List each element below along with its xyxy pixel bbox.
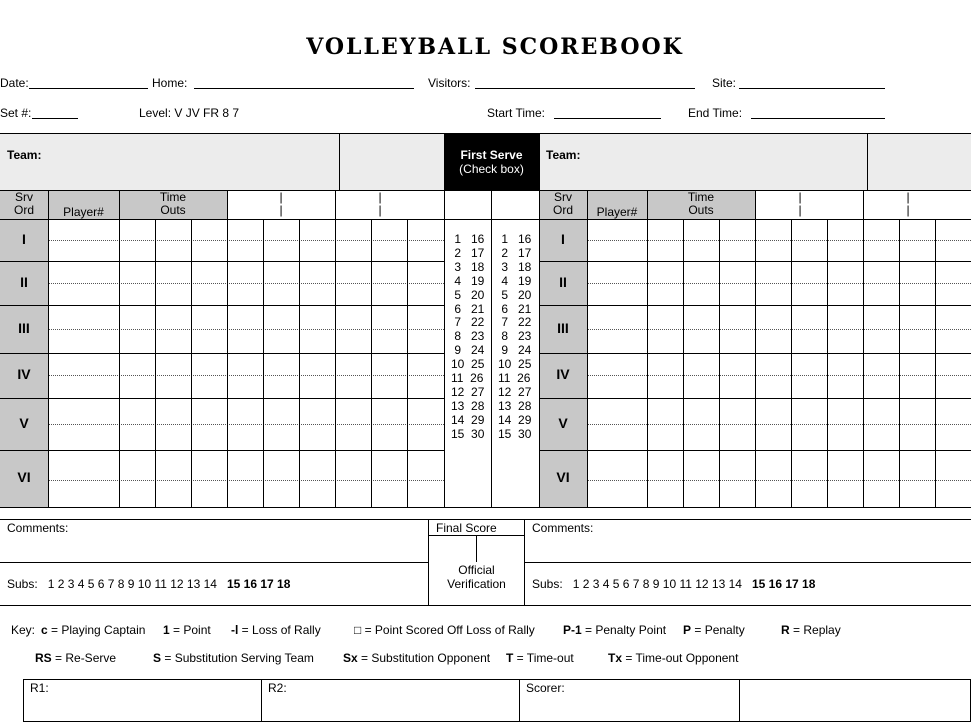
grid-vline bbox=[491, 190, 492, 507]
grid-vline bbox=[48, 190, 49, 219]
key-symbol: -l bbox=[231, 623, 239, 637]
grid-dotted-line bbox=[587, 240, 971, 241]
grid-vline bbox=[339, 133, 340, 190]
rotation-label-3: III bbox=[18, 320, 30, 336]
left-comments-label: Comments: bbox=[7, 521, 69, 535]
key-symbol: S bbox=[153, 651, 162, 665]
rotation-label-6: VI bbox=[17, 469, 31, 485]
grid-hline bbox=[0, 605, 971, 606]
key-description: = Playing Captain bbox=[47, 623, 146, 637]
grid-vline bbox=[755, 219, 756, 507]
set-field[interactable] bbox=[32, 118, 78, 119]
visitors-label: Visitors: bbox=[428, 76, 471, 90]
date-label: Date: bbox=[0, 76, 29, 90]
key-item-s bbox=[153, 651, 314, 665]
grid-hline bbox=[524, 562, 971, 563]
left-player-text: Player# bbox=[63, 205, 104, 219]
key-item-t bbox=[506, 651, 574, 665]
left-team-label: Team: bbox=[7, 148, 42, 162]
r1-label: R1: bbox=[30, 681, 49, 695]
left-score-sequence: 1 16 2 17 3 18 4 19 5 20 6 21 7 22 8 23 9 24 10 25 11 26 12 27 13 28 14 29 15 30 bbox=[451, 232, 485, 441]
grid-dotted-line bbox=[587, 480, 971, 481]
right-time-outs-text: Time Outs bbox=[687, 190, 715, 217]
right-extra-header-2: | | bbox=[906, 190, 910, 217]
left-srv-ord-text: Srv Ord bbox=[13, 190, 34, 217]
rotation-label-1: I bbox=[561, 231, 565, 247]
grid-vline bbox=[647, 190, 648, 219]
left-extra-header-1: | | bbox=[279, 190, 283, 217]
rotation-label-1: I bbox=[22, 231, 26, 247]
key-description: = Time-out bbox=[513, 651, 574, 665]
grid-vline bbox=[299, 219, 300, 507]
grid-vline bbox=[155, 219, 156, 507]
grid-vline bbox=[683, 219, 684, 507]
grid-dotted-line bbox=[48, 424, 444, 425]
key-symbol: P-1 bbox=[563, 623, 582, 637]
key-item-tx bbox=[608, 651, 738, 665]
start-time-field[interactable] bbox=[554, 118, 661, 119]
grid-vline bbox=[755, 190, 756, 219]
key-item-1 bbox=[163, 623, 211, 637]
grid-vline bbox=[587, 190, 588, 219]
key-description: = Loss of Rally bbox=[238, 623, 321, 637]
rotation-label-6: VI bbox=[556, 469, 570, 485]
grid-vline bbox=[863, 190, 864, 219]
first-serve-title: First Serve bbox=[460, 148, 523, 162]
grid-hline bbox=[0, 353, 444, 354]
site-label: Site: bbox=[712, 76, 737, 90]
left-rotation-column bbox=[0, 219, 48, 507]
grid-dotted-line bbox=[587, 283, 971, 284]
right-score-sequence: 1 16 2 17 3 18 4 19 5 20 6 21 7 22 8 23 9 24 10 25 11 26 12 27 13 28 14 29 15 30 bbox=[498, 232, 532, 441]
grid-vline bbox=[371, 219, 372, 507]
scorer-label: Scorer: bbox=[526, 681, 565, 695]
key-description: = Point Scored Off Loss of Rally bbox=[361, 623, 535, 637]
grid-vline bbox=[647, 219, 648, 507]
official-verification: Official Verification bbox=[447, 563, 506, 591]
date-field[interactable] bbox=[29, 88, 148, 89]
grid-vline bbox=[119, 190, 120, 219]
key-symbol: R bbox=[781, 623, 790, 637]
visitors-field[interactable] bbox=[475, 88, 695, 89]
level-options: Level: V JV FR 8 7 bbox=[139, 106, 240, 120]
grid-vline bbox=[444, 133, 445, 507]
key-item-c bbox=[41, 623, 145, 637]
rotation-label-4: IV bbox=[17, 366, 31, 382]
key-description: = Penalty Point bbox=[581, 623, 667, 637]
grid-vline bbox=[335, 190, 336, 219]
rotation-label-5: V bbox=[558, 415, 568, 431]
key-symbol: 1 bbox=[163, 623, 170, 637]
left-team-band bbox=[0, 134, 444, 190]
grid-dotted-line bbox=[48, 375, 444, 376]
grid-vline bbox=[227, 190, 228, 219]
start-time-label: Start Time: bbox=[487, 106, 546, 120]
end-time-label: End Time: bbox=[688, 106, 743, 120]
key-item-l bbox=[231, 623, 321, 637]
key-description: = Time-out Opponent bbox=[622, 651, 739, 665]
grid-hline bbox=[0, 261, 444, 262]
grid-vline bbox=[899, 219, 900, 507]
right-comments-label: Comments: bbox=[532, 521, 594, 535]
grid-hline bbox=[0, 562, 429, 563]
right-team-label: Team: bbox=[546, 148, 581, 162]
key-description: = Substitution Serving Team bbox=[161, 651, 314, 665]
grid-vline bbox=[791, 219, 792, 507]
rotation-label-5: V bbox=[19, 415, 29, 431]
set-label: Set #: bbox=[0, 106, 32, 120]
site-field[interactable] bbox=[739, 88, 885, 89]
grid-vline bbox=[227, 219, 228, 507]
grid-hline bbox=[0, 219, 971, 220]
right-subs: Subs: 1 2 3 4 5 6 7 8 9 10 11 12 13 14 15 16 17 18 bbox=[532, 577, 816, 591]
grid-vline bbox=[407, 219, 408, 507]
grid-vline bbox=[335, 219, 336, 507]
key-symbol: c bbox=[41, 623, 48, 637]
rotation-label-2: II bbox=[559, 274, 567, 290]
left-extra-header-2: | | bbox=[378, 190, 382, 217]
right-srv-ord-text: Srv Ord bbox=[552, 190, 573, 217]
left-subs: Subs: 1 2 3 4 5 6 7 8 9 10 11 12 13 14 15 16 17 18 bbox=[7, 577, 291, 591]
key-description: = Penalty bbox=[691, 623, 745, 637]
key-item-box bbox=[354, 623, 535, 637]
grid-vline bbox=[191, 219, 192, 507]
grid-vline bbox=[476, 535, 477, 562]
grid-vline bbox=[539, 133, 540, 507]
home-label: Home: bbox=[152, 76, 188, 90]
end-time-field[interactable] bbox=[751, 118, 885, 119]
key-description: = Substitution Opponent bbox=[357, 651, 491, 665]
key-item-p1 bbox=[563, 623, 666, 637]
right-extra-header-1: | | bbox=[798, 190, 802, 217]
rotation-label-3: III bbox=[557, 320, 569, 336]
grid-hline bbox=[0, 190, 971, 191]
key-description: = Re-Serve bbox=[51, 651, 117, 665]
right-player-text: Player# bbox=[596, 205, 638, 219]
left-time-outs-text: Time Outs bbox=[159, 190, 187, 217]
key-item-sx bbox=[343, 651, 490, 665]
key-item-p bbox=[683, 623, 745, 637]
grid-dotted-line bbox=[587, 375, 971, 376]
key-symbol: Sx bbox=[343, 651, 358, 665]
grid-hline bbox=[0, 519, 971, 520]
key-symbol: □ bbox=[354, 623, 362, 637]
grid-hline bbox=[0, 398, 444, 399]
key-symbol: P bbox=[683, 623, 692, 637]
officials-box bbox=[23, 679, 971, 722]
key-description: = Replay bbox=[789, 623, 841, 637]
grid-dotted-line bbox=[587, 424, 971, 425]
final-score-label: Final Score bbox=[436, 521, 497, 535]
grid-dotted-line bbox=[48, 283, 444, 284]
rotation-label-4: IV bbox=[556, 366, 570, 382]
grid-vline bbox=[263, 219, 264, 507]
grid-vline bbox=[119, 219, 120, 507]
key-label: Key: bbox=[11, 623, 36, 637]
rotation-label-2: II bbox=[20, 274, 28, 290]
grid-vline bbox=[428, 519, 429, 605]
key-symbol: T bbox=[506, 651, 514, 665]
grid-hline bbox=[0, 507, 971, 508]
grid-dotted-line bbox=[48, 329, 444, 330]
grid-dotted-line bbox=[48, 480, 444, 481]
grid-vline bbox=[587, 219, 588, 507]
grid-hline bbox=[0, 305, 444, 306]
grid-hline bbox=[0, 450, 444, 451]
page-title: VOLLEYBALL SCOREBOOK bbox=[306, 34, 684, 60]
grid-dotted-line bbox=[587, 329, 971, 330]
grid-vline bbox=[827, 219, 828, 507]
first-serve-box[interactable] bbox=[444, 134, 539, 190]
grid-vline bbox=[863, 219, 864, 507]
r2-label: R2: bbox=[268, 681, 287, 695]
first-serve-hint: (Check box) bbox=[459, 162, 524, 176]
grid-hline bbox=[0, 133, 971, 134]
grid-vline bbox=[867, 133, 868, 190]
home-field[interactable] bbox=[194, 88, 414, 89]
key-symbol: Tx bbox=[608, 651, 623, 665]
key-description: = Point bbox=[169, 623, 211, 637]
key-symbol: RS bbox=[35, 651, 52, 665]
grid-vline bbox=[48, 219, 49, 507]
grid-vline bbox=[524, 519, 525, 605]
grid-dotted-line bbox=[48, 240, 444, 241]
right-rotation-column bbox=[539, 219, 587, 507]
key-item-rs bbox=[35, 651, 116, 665]
grid-vline bbox=[719, 219, 720, 507]
key-item-r bbox=[781, 623, 841, 637]
right-team-band bbox=[539, 134, 971, 190]
grid-vline bbox=[935, 219, 936, 507]
